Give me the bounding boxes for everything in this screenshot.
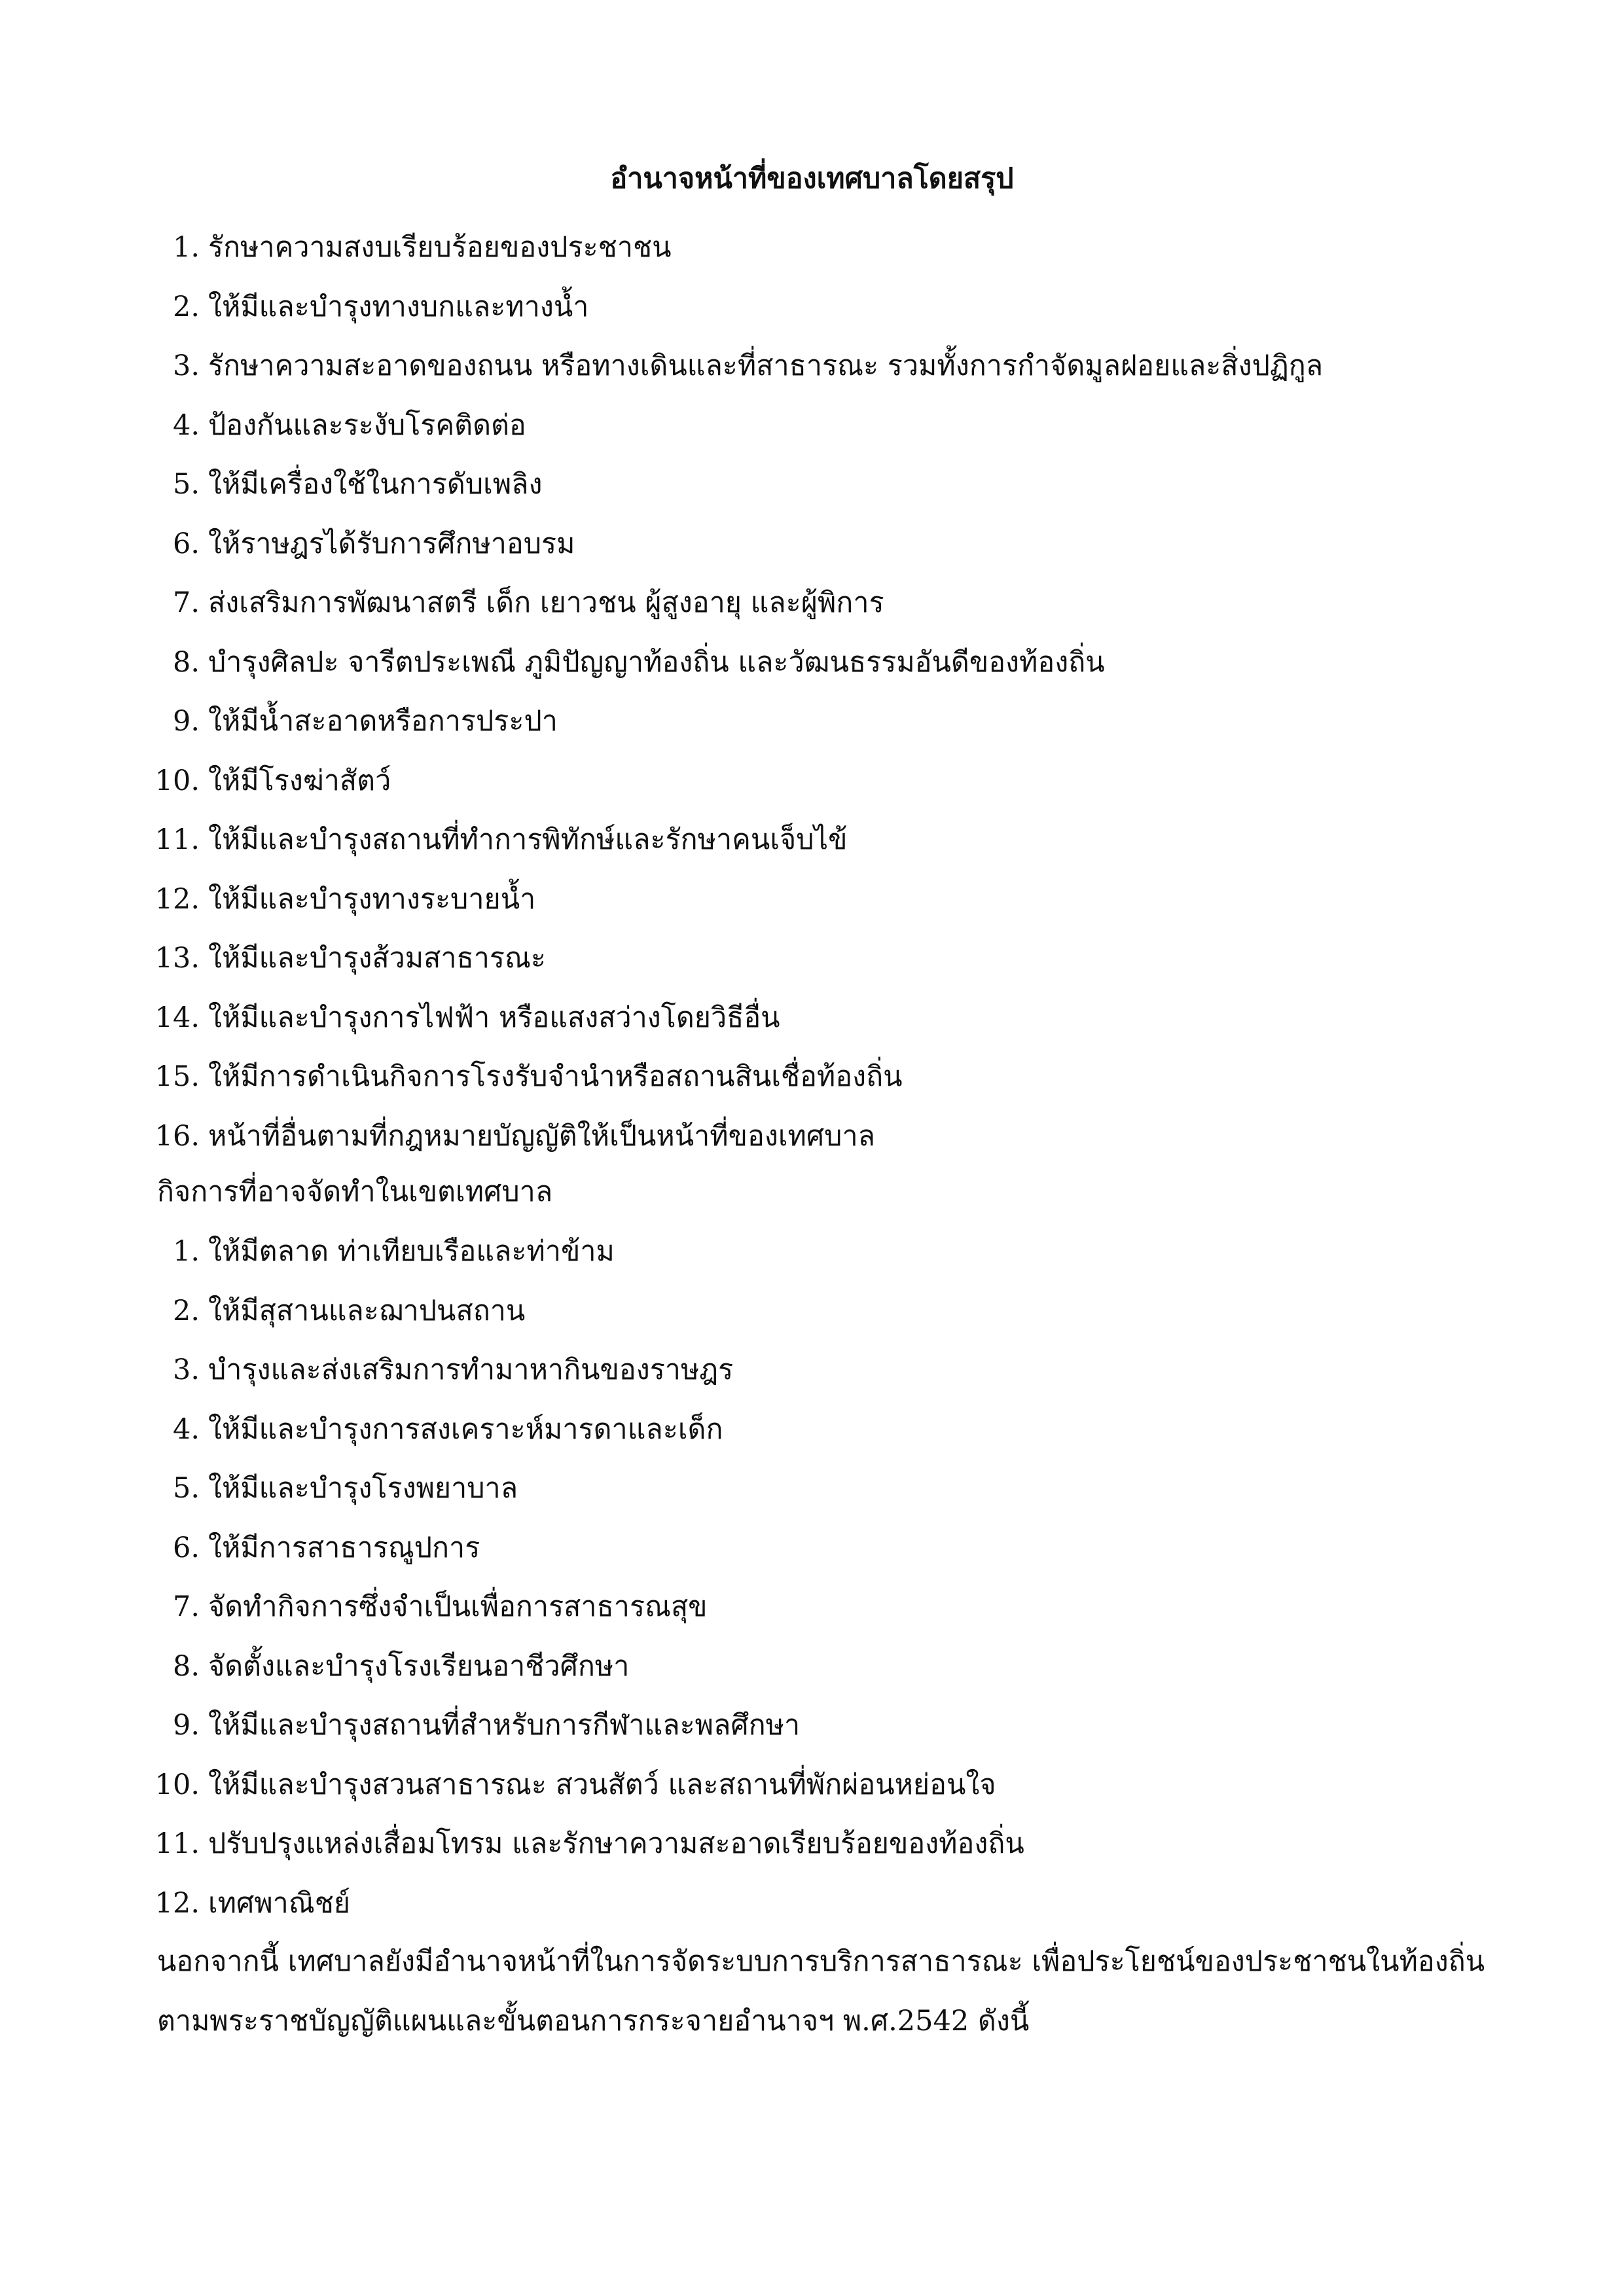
item-number: 4. bbox=[172, 1412, 200, 1446]
item-number: 4. bbox=[172, 408, 200, 442]
item-number: 15. bbox=[154, 1060, 200, 1093]
list-item bbox=[0, 514, 1624, 574]
item-number: 10. bbox=[154, 764, 200, 797]
item-number: 12. bbox=[154, 882, 200, 916]
list-item bbox=[0, 929, 1624, 988]
list-item bbox=[0, 1222, 1624, 1282]
list-item bbox=[0, 218, 1624, 278]
list-item bbox=[0, 751, 1624, 811]
item-number: 7. bbox=[172, 586, 200, 619]
list-item bbox=[0, 810, 1624, 870]
item-text: ให้มีน้ำสะอาดหรือการประปา bbox=[208, 705, 558, 738]
closing-paragraph bbox=[157, 1932, 1485, 2051]
item-text: ป้องกันและระงับโรคติดต่อ bbox=[208, 408, 526, 442]
list-item bbox=[0, 396, 1624, 456]
item-text: ให้มีและบำรุงทางบกและทางน้ำ bbox=[208, 290, 589, 323]
item-number: 10. bbox=[154, 1768, 200, 1801]
list-item bbox=[0, 278, 1624, 337]
item-number: 3. bbox=[172, 1354, 200, 1386]
item-number: 3. bbox=[172, 350, 200, 382]
item-text: ให้มีและบำรุงสถานที่ทำการพิทักษ์และรักษาคนเจ็บไข้ bbox=[208, 823, 848, 856]
item-number: 7. bbox=[172, 1590, 200, 1623]
list-item bbox=[0, 988, 1624, 1048]
list-item bbox=[0, 1874, 1624, 1933]
item-number: 11. bbox=[154, 823, 200, 856]
item-number: 12. bbox=[154, 1886, 200, 1920]
item-text: ให้มีการสาธารณูปการ bbox=[208, 1531, 480, 1564]
list-item bbox=[0, 1755, 1624, 1815]
item-text: ให้ราษฎรได้รับการศึกษาอบรม bbox=[208, 527, 575, 560]
item-text: ให้มีและบำรุงการไฟฟ้า หรือแสงสว่างโดยวิธีอื่น bbox=[208, 1001, 780, 1034]
list-item bbox=[0, 1577, 1624, 1637]
item-number: 14. bbox=[154, 1001, 200, 1034]
item-text: เทศพาณิชย์ bbox=[208, 1886, 351, 1920]
item-text: ให้มีและบำรุงการสงเคราะห์มารดาและเด็ก bbox=[208, 1412, 723, 1446]
item-text: บำรุงศิลปะ จารีตประเพณี ภูมิปัญญาท้องถิ่น และวัฒนธรรมอันดีของท้องถิ่น bbox=[208, 645, 1105, 679]
item-text: รักษาความสะอาดของถนน หรือทางเดินและที่สาธารณะ รวมทั้งการกำจัดมูลฝอยและสิ่งปฏิกูล bbox=[208, 350, 1324, 382]
item-text: ให้มีและบำรุงส้วมสาธารณะ bbox=[208, 942, 546, 975]
item-text: ให้มีการดำเนินกิจการโรงรับจำนำหรือสถานสินเชื่อท้องถิ่น bbox=[208, 1060, 903, 1093]
item-number: 1. bbox=[172, 1235, 200, 1268]
item-number: 13. bbox=[154, 942, 200, 975]
item-text: บำรุงและส่งเสริมการทำมาหากินของราษฎร bbox=[208, 1354, 734, 1386]
item-number: 8. bbox=[172, 645, 200, 679]
list-item bbox=[0, 1340, 1624, 1400]
list-item bbox=[0, 1282, 1624, 1341]
list-item bbox=[0, 573, 1624, 633]
item-number: 1. bbox=[172, 231, 200, 264]
item-number: 11. bbox=[154, 1827, 200, 1860]
item-number: 2. bbox=[172, 1294, 200, 1327]
optional-duties-list bbox=[0, 1222, 1624, 1933]
list-item bbox=[0, 1047, 1624, 1107]
list-item bbox=[0, 1459, 1624, 1518]
list-item bbox=[0, 1814, 1624, 1874]
list-item bbox=[0, 336, 1624, 396]
closing-line: ตามพระราชบัญญัติแผนและขั้นตอนการกระจายอำนาจฯ พ.ศ.2542 ดังนี้ bbox=[157, 2004, 1030, 2037]
item-text: หน้าที่อื่นตามที่กฎหมายบัญญัติให้เป็นหน้าที่ของเทศบาล bbox=[208, 1119, 875, 1153]
item-text: ให้มีเครื่องใช้ในการดับเพลิง bbox=[208, 468, 543, 501]
list-item bbox=[0, 455, 1624, 514]
item-number: 9. bbox=[172, 1709, 200, 1742]
item-number: 6. bbox=[172, 527, 200, 560]
item-text: ให้มีและบำรุงโรงพยาบาล bbox=[208, 1472, 518, 1505]
list-item bbox=[0, 1400, 1624, 1460]
optional-duties-heading: กิจการที่อาจจัดทำในเขตเทศบาล bbox=[157, 1175, 553, 1208]
item-number: 5. bbox=[172, 1472, 200, 1505]
closing-line: นอกจากนี้ เทศบาลยังมีอำนาจหน้าที่ในการจัดระบบการบริการสาธารณะ เพื่อประโยชน์ของประชาชนในท้องถิ่น bbox=[157, 1945, 1485, 1978]
item-number: 9. bbox=[172, 705, 200, 738]
list-item bbox=[0, 1637, 1624, 1696]
list-item bbox=[0, 1696, 1624, 1755]
list-item bbox=[0, 1518, 1624, 1578]
item-text: จัดทำกิจการซึ่งจำเป็นเพื่อการสาธารณสุข bbox=[208, 1590, 708, 1623]
document-title: อำนาจหน้าที่ของเทศบาลโดยสรุป bbox=[610, 162, 1014, 195]
item-text: ให้มีและบำรุงทางระบายน้ำ bbox=[208, 882, 536, 916]
item-text: รักษาความสงบเรียบร้อยของประชาชน bbox=[208, 231, 672, 264]
item-text: ปรับปรุงแหล่งเสื่อมโทรม และรักษาความสะอาดเรียบร้อยของท้องถิ่น bbox=[208, 1827, 1024, 1860]
list-item bbox=[0, 870, 1624, 929]
item-text: ให้มีตลาด ท่าเทียบเรือและท่าข้าม bbox=[208, 1235, 615, 1268]
item-text: ให้มีสุสานและฌาปนสถาน bbox=[208, 1294, 526, 1327]
list-item bbox=[0, 692, 1624, 751]
item-text: จัดตั้งและบำรุงโรงเรียนอาชีวศึกษา bbox=[208, 1649, 630, 1683]
item-number: 16. bbox=[154, 1119, 200, 1153]
list-item bbox=[0, 1107, 1624, 1166]
item-number: 6. bbox=[172, 1531, 200, 1564]
item-number: 2. bbox=[172, 290, 200, 323]
item-text: ส่งเสริมการพัฒนาสตรี เด็ก เยาวชน ผู้สูงอายุ และผู้พิการ bbox=[208, 586, 884, 619]
duties-list bbox=[0, 218, 1624, 1166]
item-text: ให้มีและบำรุงสถานที่สำหรับการกีฬาและพลศึกษา bbox=[208, 1709, 801, 1742]
item-number: 5. bbox=[172, 468, 200, 501]
item-number: 8. bbox=[172, 1649, 200, 1683]
list-item bbox=[0, 633, 1624, 692]
item-text: ให้มีโรงฆ่าสัตว์ bbox=[208, 764, 391, 797]
item-text: ให้มีและบำรุงสวนสาธารณะ สวนสัตว์ และสถานที่พักผ่อนหย่อนใจ bbox=[208, 1768, 996, 1801]
